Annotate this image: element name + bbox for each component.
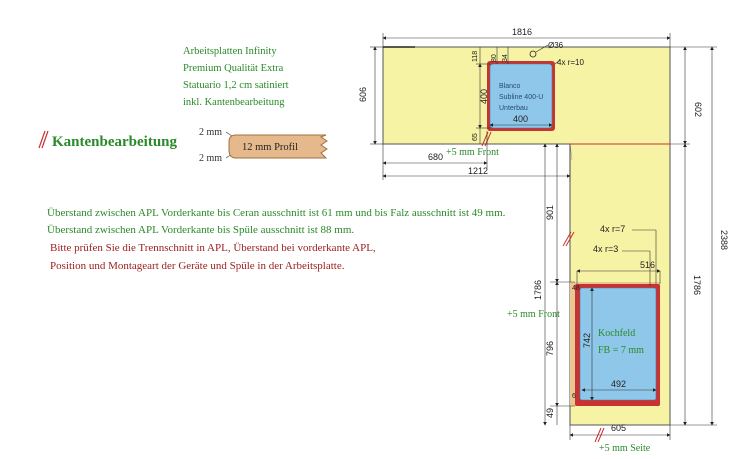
sink-label-3: Unterbau (499, 105, 528, 112)
dim-sink-width: 400 (513, 114, 529, 124)
dim-total-width: 1816 (512, 27, 533, 37)
dim-top-depth-right: 602 (693, 102, 703, 118)
dim-sink-height: 400 (479, 88, 489, 104)
dim-cooktop-r-inner: 4x r=3 (593, 244, 619, 254)
dim-right-lower-left: 1786 (533, 279, 543, 300)
edge-bottom-mm: 2 mm (199, 153, 223, 164)
cooktop-fb: FB = 7 mm (598, 345, 644, 356)
dim-sink-offset: 680 (428, 152, 444, 162)
dim-top-depth-left: 606 (358, 86, 368, 102)
label-top-front: +5 mm Front (446, 147, 499, 158)
dim-cooktop-r-outer: 4x r=7 (600, 224, 626, 234)
info-line-1: Arbeitsplatten Infinity (183, 46, 277, 57)
cooktop-label: Kochfeld (598, 328, 636, 339)
dim-bottom-small: 49 (545, 407, 555, 418)
dim-sink-radius: 4x r=10 (557, 58, 584, 67)
dim-cooktop-outer-width: 516 (640, 260, 656, 270)
dim-sink-bottom-offset: 65 (472, 133, 479, 141)
edge-title: Kantenbearbeitung (52, 134, 178, 150)
dim-sink-hole: Ø36 (548, 41, 564, 50)
info-line-3: Statuario 1,2 cm satiniert (183, 80, 289, 91)
sink-label-2: Subline 400-U (499, 94, 544, 101)
dim-right-lower-right: 1786 (692, 275, 702, 296)
edge-profile-label: 12 mm Profil (242, 142, 299, 153)
dim-sink-top-offset: 118 (472, 50, 479, 62)
info-line-4: inkl. Kantenbearbeitung (183, 97, 285, 108)
sink-label-1: Blanco (499, 83, 521, 90)
dim-sink-small-2: 34 (502, 54, 509, 62)
note-ceran: Überstand zwischen APL Vorderkante bis Ceran ausschnitt ist 61 mm und bis Falz ausschnitt ist 49 mm. (47, 207, 506, 219)
edge-processing-section (39, 127, 327, 164)
note-spuele: Überstand zwischen APL Vorderkante bis Spüle ausschnitt ist 88 mm. (47, 224, 355, 236)
dim-bottom-width: 605 (611, 423, 627, 433)
dim-cooktop-offset: 796 (545, 340, 555, 356)
dim-sink-small-1: 80 (491, 54, 498, 62)
label-side: +5 mm Seite (599, 443, 651, 454)
dim-cooktop-height: 742 (582, 332, 592, 348)
note-check-1: Bitte prüfen Sie die Trennschnitt in APL, Überstand bei vorderkante APL, (50, 242, 376, 254)
dim-to-cooktop: 901 (545, 204, 555, 220)
dim-cooktop-inner-width: 492 (611, 379, 627, 389)
note-check-2: Position und Montageart der Geräte und Spüle in der Arbeitsplatte. (50, 260, 345, 272)
edge-top-mm: 2 mm (199, 127, 223, 138)
dim-inner-corner: 1212 (468, 166, 489, 176)
dim-cooktop-small-top: 48 (572, 285, 580, 292)
dim-total-length: 2388 (719, 230, 729, 251)
dim-cooktop-small-bottom: 6 (572, 393, 576, 400)
label-right-front: +5 mm Front (507, 309, 560, 320)
info-line-2: Premium Qualität Extra (183, 63, 284, 74)
